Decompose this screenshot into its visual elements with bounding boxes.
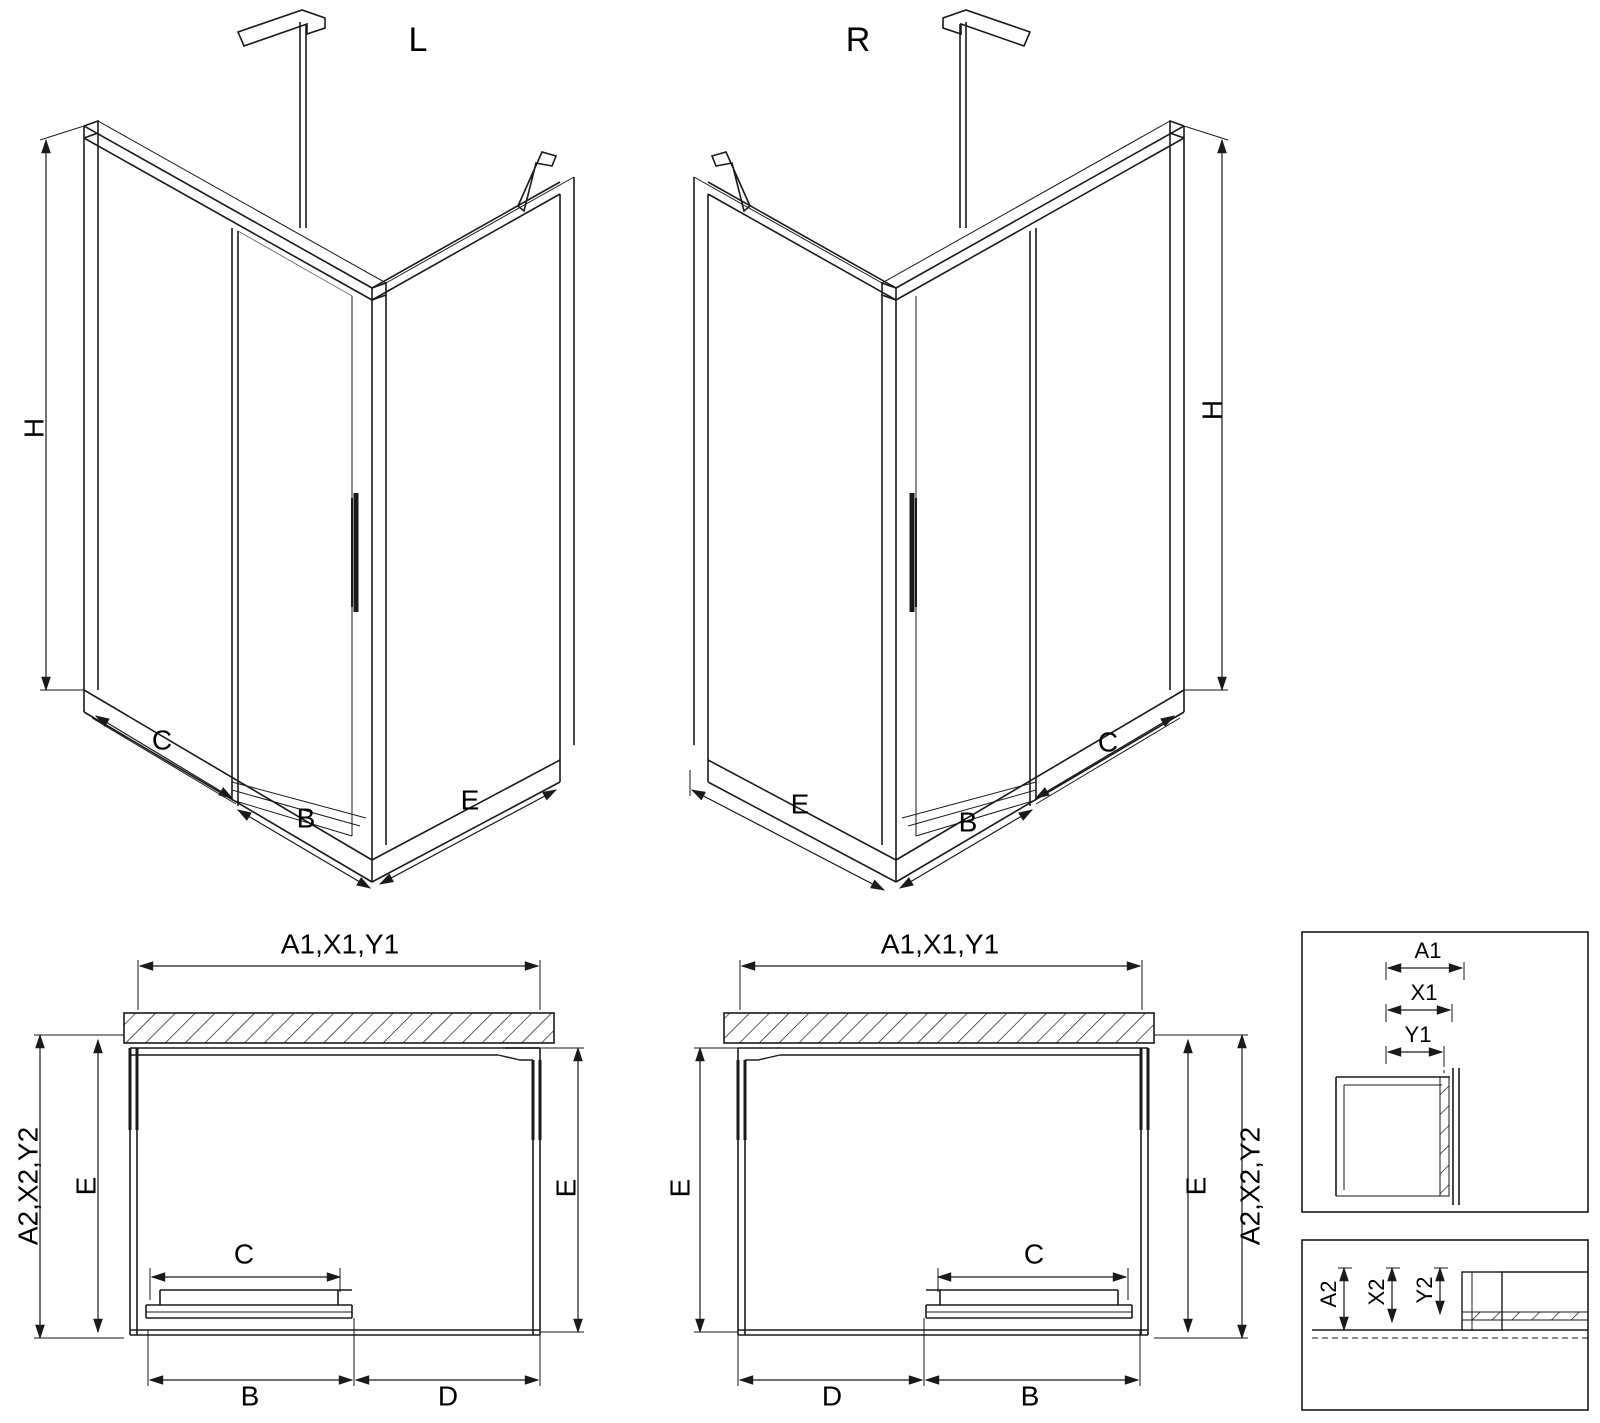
label-variant-R: R [845,20,871,59]
dim-C-right-iso [1036,716,1180,804]
dim-label-A2X2Y2-right: A2,X2,Y2 [1234,1126,1266,1246]
dim-E-plan-left-inner [70,1040,101,1332]
dim-label-E-right-iso: E [790,788,810,820]
dim-label-B-right-iso: B [958,806,978,838]
dim-D-plan-left [356,1335,540,1411]
dim-label-E-left-iso: E [460,784,480,816]
dim-label-detail-X2: X2 [1363,1278,1389,1306]
dim-label-H-left: H [18,417,50,439]
dim-B-right-iso [900,806,1032,888]
dim-label-C-plan-left: C [233,1238,255,1270]
dim-D-plan-right [738,1318,924,1411]
label-variant-L: L [408,20,428,59]
dim-label-E-plan-left-inner: E [70,1176,102,1196]
dim-label-B-plan-right: B [1020,1380,1040,1412]
dim-label-A2X2Y2-left: A2,X2,Y2 [12,1126,44,1246]
dim-label-E-plan-right-inner: E [1180,1176,1212,1196]
dim-label-B-plan-left: B [240,1380,260,1412]
dim-A1X1Y1-right [740,928,1142,1010]
dim-label-E-plan-left-right: E [550,1178,582,1198]
dim-E-left-iso [380,784,556,884]
dim-label-detail-Y2: Y2 [1411,1276,1437,1304]
dim-H-right [1184,126,1228,690]
plan-view-right [724,1013,1154,1335]
dim-label-C-right-iso: C [1097,726,1119,758]
plan-view-left [124,1013,554,1335]
dim-B-plan-right [926,1330,1140,1411]
dim-H-left [18,126,84,690]
dim-label-C-left-iso: C [151,724,173,756]
dim-label-detail-A1: A1 [1414,937,1442,963]
dim-A2X2Y2-left [12,1035,124,1338]
dim-E-plan-left-right [540,1048,584,1332]
dim-label-D-plan-right: D [821,1380,843,1412]
dim-label-B-left-iso: B [296,802,316,834]
dim-label-A1X1Y1-left: A1,X1,Y1 [280,928,400,960]
dim-label-A1X1Y1-right: A1,X1,Y1 [880,928,1000,960]
dim-label-detail-X1: X1 [1410,979,1438,1005]
dim-A1X1Y1-left [138,928,540,1010]
detail-view-top [1302,932,1588,1212]
dim-label-detail-Y1: Y1 [1404,1021,1432,1047]
dim-label-detail-A2: A2 [1315,1280,1341,1308]
dim-label-E-plan-right-left: E [664,1178,696,1198]
dim-E-plan-right-left [664,1048,738,1332]
dim-B-plan-left [148,1318,354,1411]
dim-label-C-plan-right: C [1023,1238,1045,1270]
dim-label-H-right: H [1196,399,1228,421]
detail-view-bottom [1302,1240,1588,1410]
dim-label-D-plan-left: D [437,1380,459,1412]
dim-E-plan-right-inner [1180,1040,1211,1332]
